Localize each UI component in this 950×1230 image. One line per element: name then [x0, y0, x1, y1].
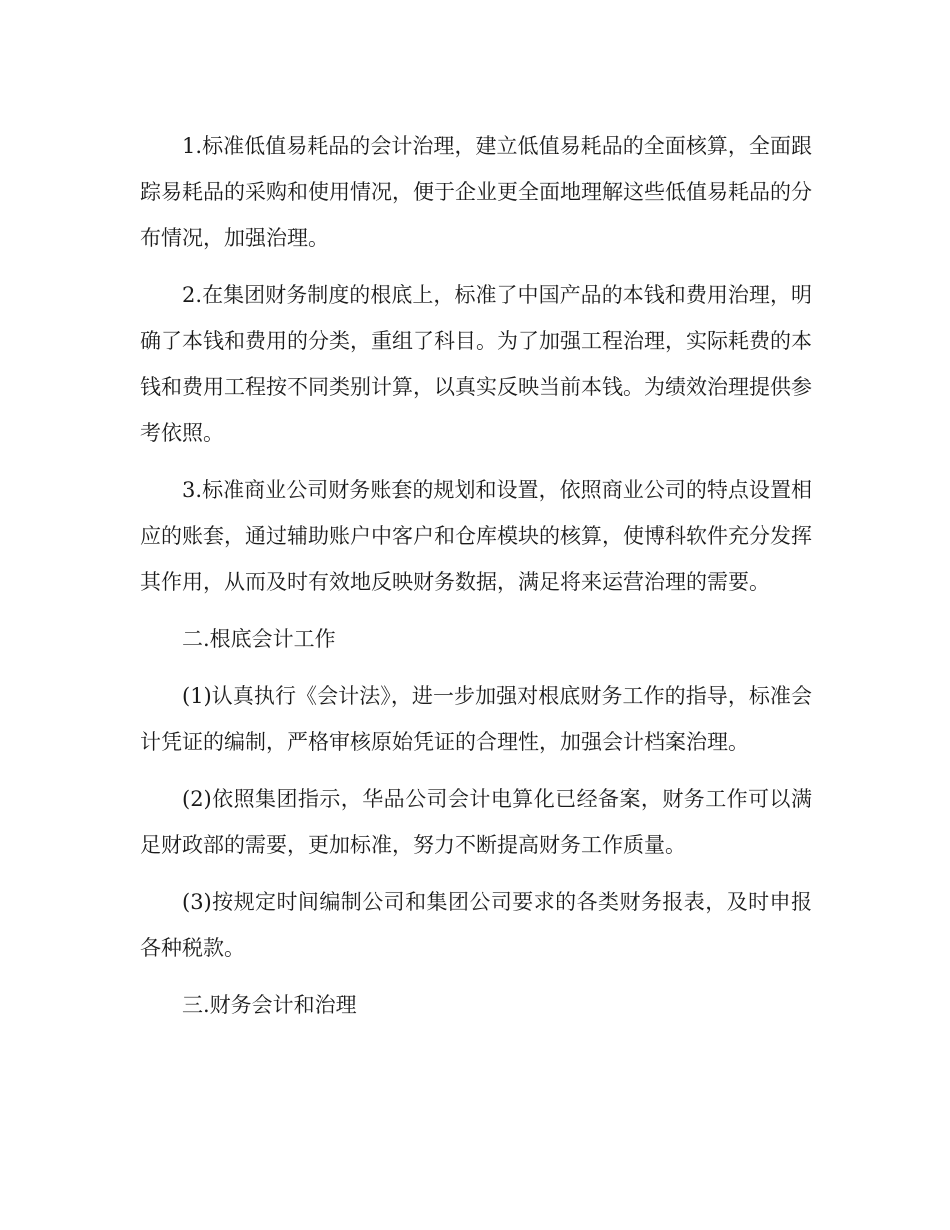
paragraph-account-sets: 3.标准商业公司财务账套的规划和设置，依照商业公司的特点设置相应的账套，通过辅助账户中客户和仓库模块的核算，使博科软件充分发挥其作用，从而及时有效地反映财务数据，满足将来运营治理的需要。 [140, 478, 812, 594]
section-heading-financial-management: 三.财务会计和治理 [182, 993, 357, 1017]
paragraph-financial-reports: (3)按规定时间编制公司和集团公司要求的各类财务报表，及时申报各种税款。 [140, 890, 812, 960]
section-heading-basic-accounting: 二.根底会计工作 [182, 627, 336, 651]
paragraph-computerized-accounting: (2)依照集团指示，华品公司会计电算化已经备案，财务工作可以满足财政部的需要，更加标准，努力不断提高财务工作质量。 [140, 787, 812, 857]
document-body [140, 123, 812, 1039]
paragraph-cost-management: 2.在集团财务制度的根底上，标准了中国产品的本钱和费用治理，明确了本钱和费用的分类，重组了科目。为了加强工程治理，实际耗费的本钱和费用工程按不同类别计算，以真实反映当前本钱。为绩效治理提供参考依照。 [140, 283, 812, 445]
paragraph-accounting-law: (1)认真执行《会计法》，进一步加强对根底财务工作的指导，标准会计凭证的编制，严格审核原始凭证的合理性，加强会计档案治理。 [140, 684, 812, 754]
paragraph-low-value-consumables: 1.标准低值易耗品的会计治理，建立低值易耗品的全面核算，全面跟踪易耗品的采购和使用情况，便于企业更全面地理解这些低值易耗品的分布情况，加强治理。 [140, 134, 812, 250]
